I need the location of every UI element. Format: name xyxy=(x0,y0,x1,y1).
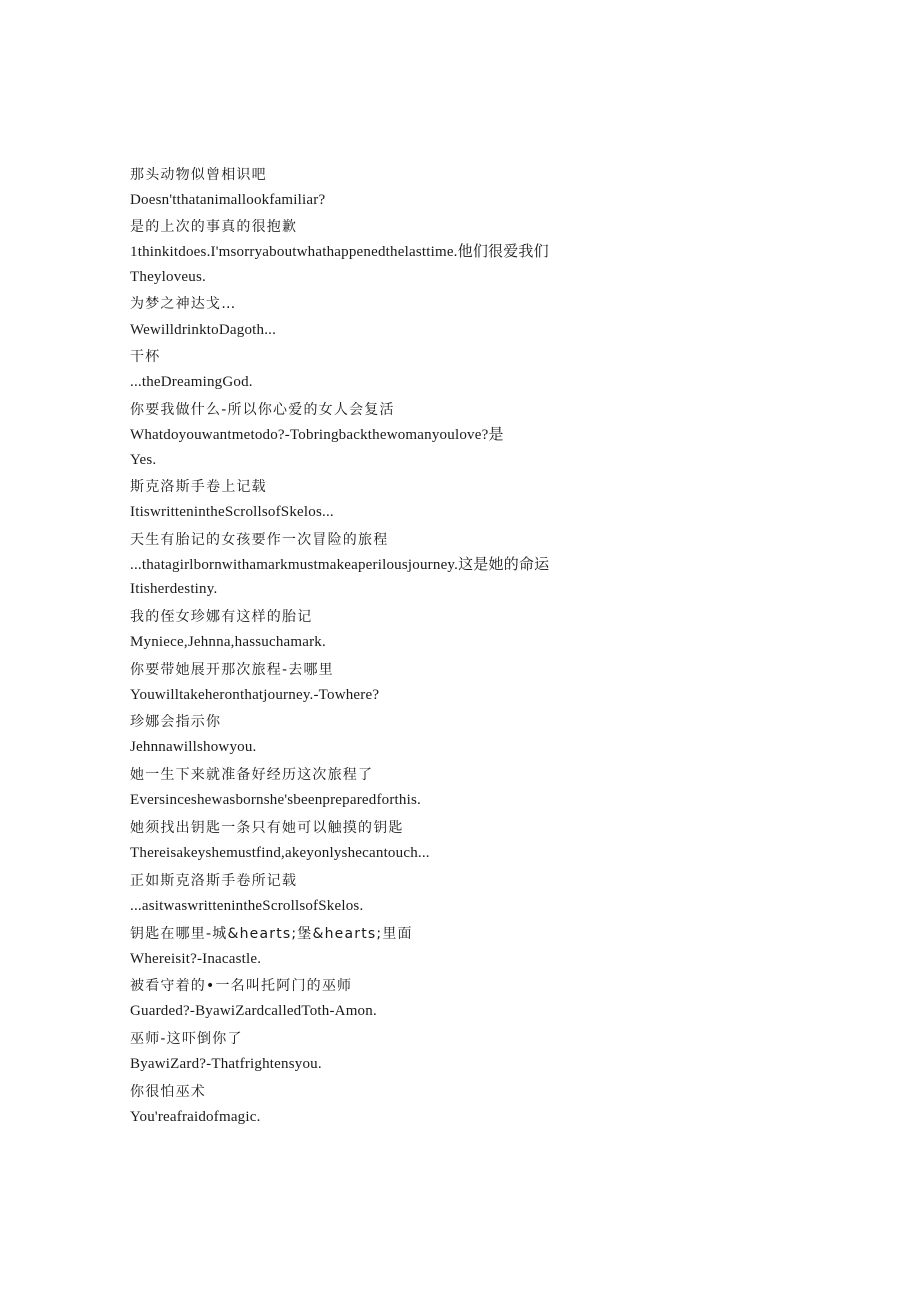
subtitle-line-zh: 你很怕巫术 xyxy=(130,1084,206,1100)
subtitle-line-en: Jehnnawillshowyou. xyxy=(130,739,257,755)
subtitle-line-en: Eversinceshewasbornshe'sbeenpreparedforthis. xyxy=(130,792,421,808)
subtitle-line-zh: 她一生下来就准备好经历这次旅程了 xyxy=(130,767,374,783)
subtitle-line-zh: 正如斯克洛斯手卷所记载 xyxy=(130,873,298,889)
subtitle-line-en: Whereisit?-Inacastle. xyxy=(130,951,262,967)
subtitle-line-en: Doesn'tthatanimallookfamiliar? xyxy=(130,192,326,208)
subtitle-line-en: Myniece,Jehnna,hassuchamark. xyxy=(130,634,326,650)
subtitle-line-zh: 巫师-这吓倒你了 xyxy=(130,1031,243,1047)
subtitle-line-zh: 钥匙在哪里-城&hearts;堡&hearts;里面 xyxy=(130,926,413,942)
subtitle-line-zh: 被看守着的•一名叫托阿门的巫师 xyxy=(130,978,353,994)
subtitle-line-zh: 你要我做什么-所以你心爱的女人会复活 xyxy=(130,402,395,418)
subtitle-line-en: WewilldrinktoDagoth... xyxy=(130,322,277,338)
subtitle-line-en: Itisherdestiny. xyxy=(130,581,218,597)
subtitle-line-en: ByawiZard?-Thatfrightensyou. xyxy=(130,1056,322,1072)
subtitle-line-zh: 为梦之神达戈… xyxy=(130,296,237,312)
subtitle-line-zh: 斯克洛斯手卷上记载 xyxy=(130,479,267,495)
subtitle-line-en: ...asitwaswrittenintheScrollsofSkelos. xyxy=(130,898,364,914)
subtitle-line-en: Yes. xyxy=(130,452,157,468)
subtitle-line-zh: 珍娜会指示你 xyxy=(130,714,222,730)
subtitle-line-en: Youwilltakeheronthatjourney.-Towhere? xyxy=(130,687,380,703)
subtitle-line-zh: 天生有胎记的女孩要作一次冒险的旅程 xyxy=(130,532,389,548)
subtitle-line-zh: 我的侄女珍娜有这样的胎记 xyxy=(130,609,313,625)
subtitle-line-en: ...theDreamingGod. xyxy=(130,374,253,390)
subtitle-line-zh: 干杯 xyxy=(130,349,161,365)
subtitle-line-zh: 她须找出钥匙一条只有她可以触摸的钥匙 xyxy=(130,820,404,836)
subtitle-line-mixed: Whatdoyouwantmetodo?-Tobringbackthewomanyoulove?是 xyxy=(130,427,504,443)
subtitle-line-en: Guarded?-ByawiZardcalledToth-Amon. xyxy=(130,1003,377,1019)
subtitle-line-mixed: ...thatagirlbornwithamarkmustmakeaperilousjourney.这是她的命运 xyxy=(130,557,550,573)
subtitle-line-mixed: 1thinkitdoes.I'msorryaboutwhathappenedthelasttime.他们很爱我们 xyxy=(130,244,549,260)
subtitle-line-zh: 那头动物似曾相识吧 xyxy=(130,167,267,183)
subtitle-line-en: Theyloveus. xyxy=(130,269,206,285)
subtitle-line-zh: 你要带她展开那次旅程-去哪里 xyxy=(130,662,334,678)
subtitle-line-en: Thereisakeyshemustfind,akeyonlyshecantouch... xyxy=(130,845,430,861)
subtitle-line-en: You'reafraidofmagic. xyxy=(130,1109,261,1125)
subtitle-line-zh: 是的上次的事真的很抱歉 xyxy=(130,219,298,235)
subtitle-line-en: ItiswrittenintheScrollsofSkelos... xyxy=(130,504,334,520)
